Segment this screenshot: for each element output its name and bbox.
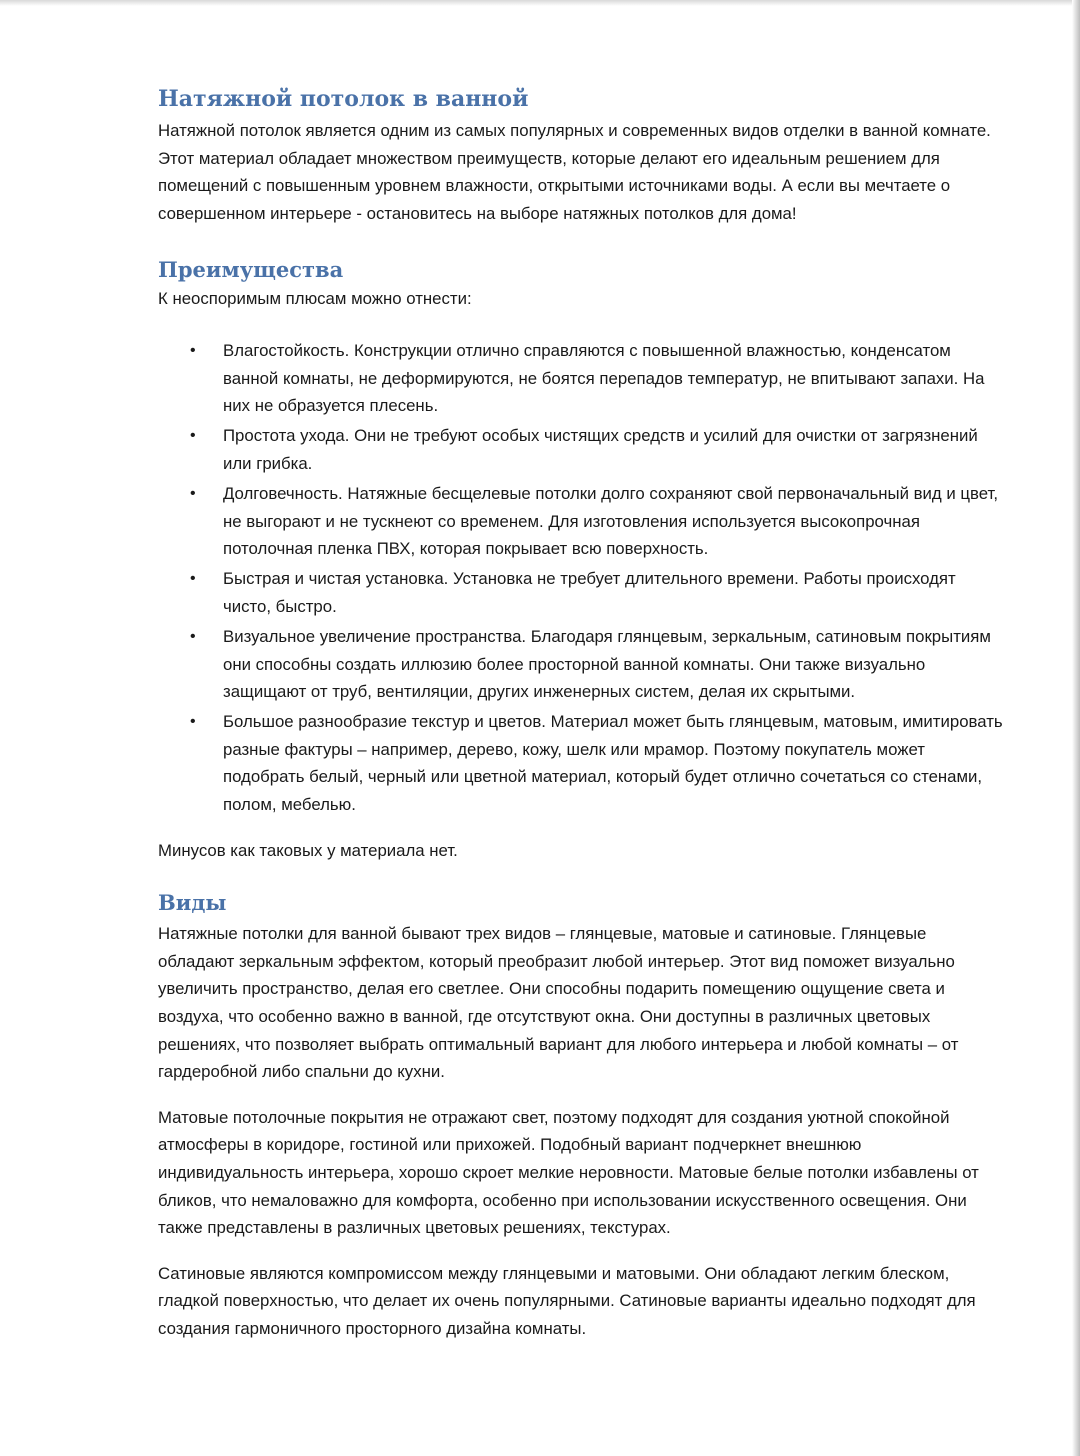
bullet-icon: • — [190, 427, 196, 445]
minuses-note: Минусов как таковых у материала нет. — [158, 840, 458, 860]
list-item-text: Простота ухода. Они не требуют особых чистящих средств и усилий для очистки от загрязнений или грибка. — [223, 426, 978, 473]
list-item-text: Визуальное увеличение пространства. Благодаря глянцевым, зеркальным, сатиновым покрытиям они способны создать иллюзию более просторной ванной комнаты. Они также визуально защищают от труб, вентиляции, других инженерных систем, делая их скрытыми. — [223, 626, 991, 702]
list-item — [158, 422, 1003, 477]
list-item-text: Быстрая и чистая установка. Установка не требует длительного времени. Работы происходят чисто, быстро. — [223, 569, 956, 616]
list-item — [158, 623, 1003, 706]
types-heading: Виды — [158, 890, 227, 916]
list-item-text: Большое разнообразие текстур и цветов. Материал может быть глянцевым, матовым, имитировать разные фактуры – например, дерево, кожу, шелк или мрамор. Поэтому покупатель может подобрать белый, черный или цветной материал, который будет отлично сочетаться со стенами, полом, мебелью. — [223, 712, 1003, 814]
intro-paragraph: Натяжной потолок является одним из самых популярных и современных видов отделки в ванной комнате. Этот материал обладает множеством преимуществ, которые делают его идеальным решением для помещений с повышенным уровнем влажности, открытыми источниками воды. А если вы мечтаете о совершенном интерьере - остановитесь на выборе натяжных потолков для дома! — [158, 121, 991, 223]
page-top-shadow — [0, 0, 1080, 6]
page-title: Натяжной потолок в ванной — [158, 86, 529, 112]
document-page — [158, 84, 1003, 1342]
advantages-lead: К неоспоримым плюсам можно отнести: — [158, 289, 472, 309]
advantages-list — [158, 337, 1003, 819]
list-item-text: Влагостойкость. Конструкции отлично справляются с повышенной влажностью, конденсатом ванной комнаты, не деформируются, не боятся перепадов температур, не впитывают запахи. На них не образуется плесень. — [223, 340, 985, 416]
list-item — [158, 337, 1003, 420]
types-paragraph-matte: Матовые потолочные покрытия не отражают свет, поэтому подходят для создания уютной спокойной атмосферы в коридоре, гостиной или прихожей. Подобный вариант подчеркнет внешнюю индивидуальность интерьера, хорошо скроет мелкие неровности. Матовые белые потолки избавлены от бликов, что немаловажно для комфорта, особенно при использовании искусственного освещения. Они также представлены в различных цветовых решениях, текстурах. — [158, 1107, 979, 1238]
list-item-text: Долговечность. Натяжные бесщелевые потолки долго сохраняют свой первоначальный вид и цвет, не выгорают и не тускнеют со временем. Для изготовления используется высокопрочная потолочная пленка ПВХ, которая покрывает всю поверхность. — [223, 483, 998, 559]
bullet-icon: • — [190, 627, 196, 645]
bullet-icon: • — [190, 484, 196, 502]
list-item — [158, 480, 1003, 563]
types-paragraph-glossy: Натяжные потолки для ванной бывают трех видов – глянцевые, матовые и сатиновые. Глянцевые обладают зеркальным эффектом, который преобразит любой интерьер. Этот вид поможет визуально увеличить пространство, делая его светлее. Они способны подарить помещению ощущение света и воздуха, что особенно важно в ванной, где отсутствуют окна. Они доступны в различных цветовых решениях, что позволяет выбрать оптимальный вариант для любого интерьера и любой комнаты – от гардеробной либо спальни до кухни. — [158, 924, 959, 1082]
bullet-icon: • — [190, 341, 196, 359]
list-item — [158, 565, 1003, 620]
page-right-shadow — [1072, 0, 1080, 1456]
types-paragraph-satin: Сатиновые являются компромиссом между глянцевыми и матовыми. Они обладают легким блеском, гладкой поверхностью, что делает их очень популярными. Сатиновые варианты идеально подходят для создания гармоничного просторного дизайна комнаты. — [158, 1263, 976, 1338]
bullet-icon: • — [190, 570, 196, 588]
list-item — [158, 708, 1003, 818]
advantages-heading: Преимущества — [158, 257, 344, 283]
bullet-icon: • — [190, 713, 196, 731]
